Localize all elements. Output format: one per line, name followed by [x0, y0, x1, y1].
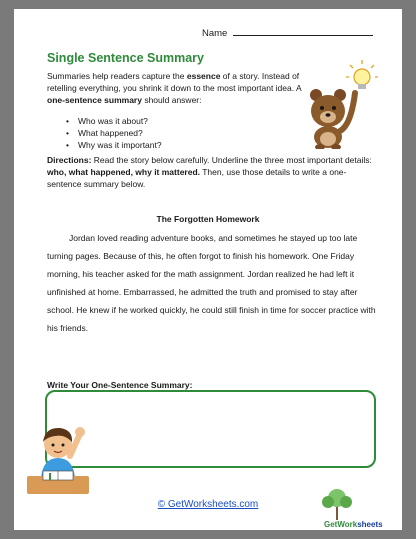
logo-text-part-1: GetWork	[324, 520, 358, 529]
story-title: The Forgotten Homework	[156, 214, 260, 224]
lightbulb-icon	[346, 60, 378, 89]
footer-website-link[interactable]: © GetWorksheets.com	[157, 499, 259, 510]
bear-icon	[299, 57, 379, 149]
summary-answer-box[interactable]	[45, 390, 376, 468]
intro-text-3: should answer:	[141, 95, 202, 105]
logo-text	[324, 520, 383, 529]
question-item: • Who was it about?	[66, 115, 162, 127]
question-list	[66, 115, 162, 151]
tree-logo-icon	[312, 487, 362, 521]
question-item: • What happened?	[66, 127, 162, 139]
question-item: • Why was it important?	[66, 139, 162, 151]
intro-bold-essence: essence	[186, 71, 221, 81]
intro-text-1: Summaries help readers capture the	[47, 71, 187, 81]
directions-bold: who, what happened, why it mattered.	[47, 167, 201, 177]
directions-label: Directions:	[47, 155, 92, 165]
story-text: Jordan loved reading adventure books, and sometimes he stayed up too late turning pages. Because of this, he often forgot to finish his homework. One Friday morning, his teacher asked for the math assignment. Jordan realized he had left it unfinished at home. Embarrassed, he admitted the truth and promised to stay after school. He knew if he worked quickly, he could still finish in time for soccer practice with his friends.	[47, 233, 376, 333]
intro-bold-summary: one-sentence summary	[47, 95, 142, 105]
page-title: Single Sentence Summary	[47, 51, 205, 65]
worksheet-page	[14, 9, 402, 530]
intro-paragraph	[47, 70, 309, 106]
logo-text-part-2: sheets	[357, 520, 383, 529]
directions-text-2: Then, use those details to write a one-sentence summary below.	[47, 167, 347, 189]
name-field[interactable]	[202, 26, 373, 39]
directions-paragraph	[47, 154, 377, 190]
intro-text-2: of a story. Instead of retelling everything, you shrink it down to the most important idea. A	[47, 71, 302, 93]
name-label: Name	[202, 28, 228, 39]
name-line-rule[interactable]	[233, 26, 373, 36]
directions-text-1: Read the story below carefully. Underline the three most important details:	[91, 155, 372, 165]
summary-label: Write Your One-Sentence Summary:	[47, 380, 193, 390]
student-icon	[25, 414, 91, 496]
